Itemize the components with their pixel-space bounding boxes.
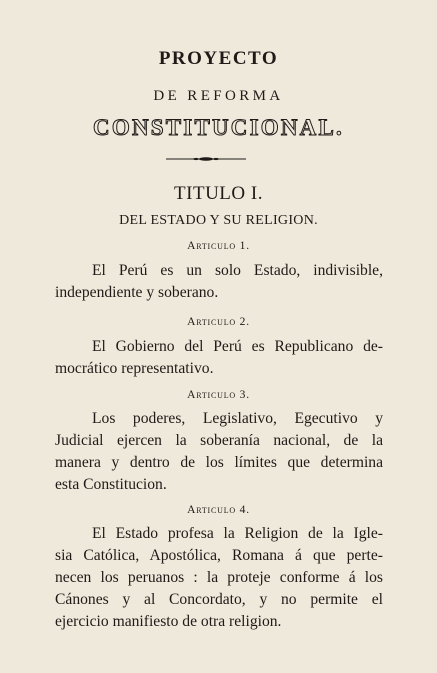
article-4-line-3: necen los peruanos : la proteje conforme á los: [55, 569, 383, 586]
document-title: PROYECTO: [158, 48, 279, 69]
article-2-line-2: mocrático representativo.: [55, 360, 214, 377]
document-subtitle: DE REFORMA: [153, 88, 284, 104]
article-label-text: Articulo 4.: [187, 504, 250, 516]
article-label-text: Articulo 1.: [187, 240, 250, 252]
article-4-line-5: ejercicio manifiesto de otra religion.: [55, 613, 282, 630]
article-label-text: Articulo 2.: [187, 316, 250, 328]
article-2-line-1: El Gobierno del Perú es Republicano de-: [92, 338, 383, 355]
article-3-line-3: manera y dentro de los límites que determina: [55, 454, 383, 471]
article-2-label: [0, 316, 437, 328]
article-1-line-1: El Perú es un solo Estado, indivisible,: [92, 262, 383, 279]
article-1-label: [0, 240, 437, 252]
titulo-subtitle: DEL ESTADO Y SU RELIGION.: [119, 213, 318, 228]
article-3-line-2: Judicial ejercen la soberanía nacional, de la: [55, 432, 383, 449]
article-4-line-1: El Estado profesa la Religion de la Igle-: [92, 525, 383, 542]
article-3-line-1: Los poderes, Legislativo, Egecutivo y: [92, 410, 383, 427]
article-3-label: [0, 389, 437, 401]
article-4-line-2: sia Católica, Apostólica, Romana á que perte-: [55, 547, 383, 564]
article-label-text: Articulo 3.: [187, 389, 250, 401]
article-1-line-2: independiente y soberano.: [55, 284, 219, 301]
ornament-divider: [166, 156, 246, 162]
article-3-line-4: esta Constitucion.: [55, 476, 167, 493]
document-heading: CONSTITUCIONAL.: [93, 115, 344, 140]
article-4-label: [0, 504, 437, 516]
article-4-line-4: Cánones y al Concordato, y no permite el: [55, 591, 383, 608]
titulo-heading: TITULO I.: [174, 183, 263, 204]
